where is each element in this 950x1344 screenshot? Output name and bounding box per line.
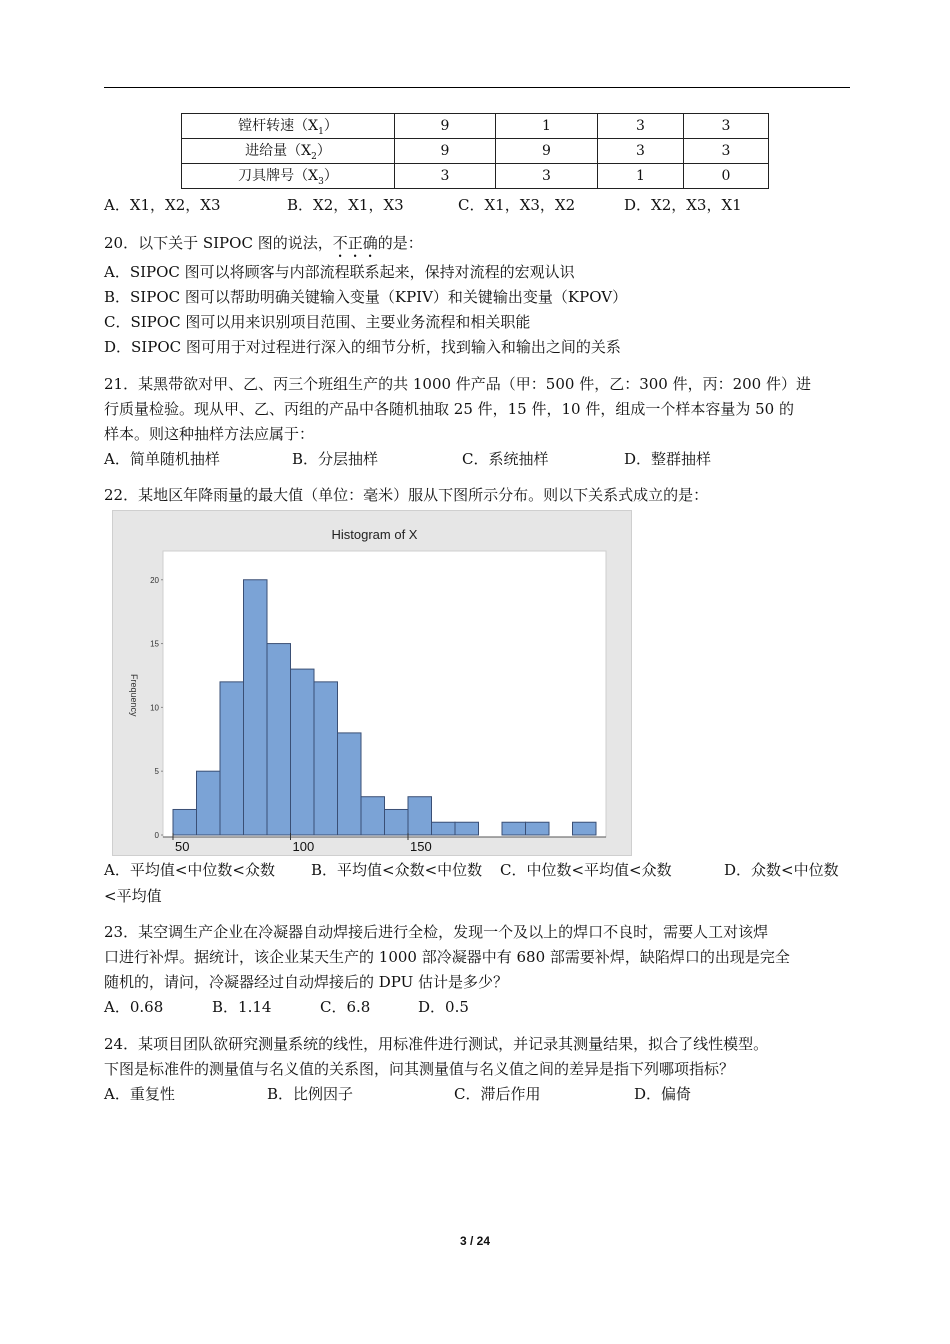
q20-stem: 20．以下关于 SIPOC 图的说法，不正确的是： <box>104 234 423 252</box>
q22-option-b[interactable]: B．平均值<众数<中位数 <box>311 861 483 879</box>
q19-option-b[interactable]: B．X2，X1，X3 <box>287 196 404 214</box>
table-cell: 进给量$(X_2)$ <box>182 139 395 164</box>
y-tick-label: 5 <box>154 767 159 777</box>
x-tick-label: 100 <box>292 839 315 854</box>
histogram-bar <box>408 797 432 835</box>
histogram-bar <box>267 644 291 835</box>
q24-stem-line: 24．某项目团队欲研究测量系统的线性，用标准件进行测试，并记录其测量结果，拟合了线性模型。 <box>104 1035 769 1053</box>
table-row <box>182 139 769 164</box>
table-cell: 3 <box>684 114 769 139</box>
table-cell: 1 <box>496 114 598 139</box>
histogram-bar <box>220 682 244 835</box>
q23-stem-line: 随机的，请问，冷凝器经过自动焊接后的 DPU 估计是多少？ <box>104 973 509 991</box>
histogram-bar <box>526 822 550 835</box>
table-cell: 3 <box>598 114 684 139</box>
q23-option-a[interactable]: A．0.68 <box>104 998 164 1016</box>
q21-option-c[interactable]: C．系统抽样 <box>462 450 549 468</box>
q22-option-d-continued: <平均值 <box>104 887 162 905</box>
histogram-bar <box>314 682 338 835</box>
table-cell: 3 <box>598 139 684 164</box>
table-row <box>182 164 769 189</box>
table-cell: 3 <box>496 164 598 189</box>
table-cell: 9 <box>496 139 598 164</box>
y-tick-label: 15 <box>150 639 159 649</box>
q23-option-c[interactable]: C．6.8 <box>320 998 371 1016</box>
x-tick-label: 50 <box>175 839 190 854</box>
y-tick-label: 10 <box>150 703 159 713</box>
q21-stem-line: 样本。则这种抽样方法应属于： <box>104 425 315 443</box>
x-tick-label: 150 <box>410 839 432 854</box>
table-cell: 1 <box>598 164 684 189</box>
factor-matrix-table <box>181 113 769 189</box>
y-axis-label: Frequency <box>129 674 139 717</box>
q19-option-d[interactable]: D．X2，X3，X1 <box>624 196 742 214</box>
table-cell: 9 <box>395 114 496 139</box>
histogram-bar <box>244 580 268 835</box>
q19-option-c[interactable]: C．X1，X3，X2 <box>458 196 576 214</box>
q23-option-d[interactable]: D．0.5 <box>418 998 469 1016</box>
q24-option-a[interactable]: A．重复性 <box>104 1085 175 1103</box>
histogram-bar <box>291 669 315 835</box>
q21-stem-line: 行质量检验。现从甲、乙、丙组的产品中各随机抽取 25 件，15 件，10 件，组成一个样本容量为 50 的 <box>104 400 794 418</box>
histogram-bar <box>361 797 385 835</box>
q24-option-c[interactable]: C．滞后作用 <box>454 1085 541 1103</box>
y-tick-label: 0 <box>154 831 159 840</box>
table-cell: 3 <box>684 139 769 164</box>
header-rule <box>104 87 850 88</box>
histogram-bar <box>573 822 597 835</box>
histogram-svg <box>113 511 631 855</box>
q24-stem-line: 下图是标准件的测量值与名义值的关系图，问其测量值与名义值之间的差异是指下列哪项指标？ <box>104 1060 735 1078</box>
q21-option-d[interactable]: D．整群抽样 <box>624 450 712 468</box>
histogram-bar <box>385 809 409 835</box>
table-cell: 3 <box>395 164 496 189</box>
q23-option-b[interactable]: B．1.14 <box>212 998 272 1016</box>
q19-option-a[interactable]: A．X1，X2，X3 <box>104 196 221 214</box>
q20-option-a[interactable]: A．SIPOC 图可以将顾客与内部流程联系起来，保持对流程的宏观认识 <box>104 263 575 281</box>
histogram-bar <box>338 733 362 835</box>
table-cell: 镗杆转速$(X_1)$ <box>182 114 395 139</box>
table-row <box>182 114 769 139</box>
q22-stem: 22．某地区年降雨量的最大值（单位：毫米）服从下图所示分布。则以下关系式成立的是： <box>104 486 709 504</box>
q22-option-a[interactable]: A．平均值<中位数<众数 <box>104 861 275 879</box>
table-cell: 刀具牌号$(X_3)$ <box>182 164 395 189</box>
q20-option-d[interactable]: D．SIPOC 图可用于对过程进行深入的细节分析，找到输入和输出之间的关系 <box>104 338 621 356</box>
q23-stem-line: 口进行补焊。据统计，该企业某天生产的 1000 部冷凝器中有 680 部需要补焊，缺陷焊口的出现是完全 <box>104 948 790 966</box>
q21-option-a[interactable]: A．简单随机抽样 <box>104 450 220 468</box>
q20-option-b[interactable]: B．SIPOC 图可以帮助明确关键输入变量（KPIV）和关键输出变量（KPOV） <box>104 288 628 306</box>
q23-stem-line: 23．某空调生产企业在冷凝器自动焊接后进行全检，发现一个及以上的焊口不良时，需要人工对该焊 <box>104 923 769 941</box>
q21-stem-line: 21．某黑带欲对甲、乙、丙三个班组生产的共 1000 件产品（甲：500 件，乙：300 件，丙：200 件）进 <box>104 375 811 393</box>
histogram-bar <box>173 809 197 835</box>
page-number: 3 / 24 <box>459 1234 491 1248</box>
chart-title: Histogram of X <box>331 527 418 542</box>
q21-option-b[interactable]: B．分层抽样 <box>292 450 379 468</box>
q22-option-c[interactable]: C．中位数<平均值<众数 <box>500 861 672 879</box>
histogram-bar <box>502 822 526 835</box>
table-cell: 9 <box>395 139 496 164</box>
y-tick-label: 20 <box>150 575 159 585</box>
histogram-bar <box>432 822 456 835</box>
histogram-bar <box>455 822 479 835</box>
histogram-chart <box>112 510 632 856</box>
q24-option-b[interactable]: B．比例因子 <box>267 1085 354 1103</box>
q22-option-d[interactable]: D．众数<中位数 <box>724 861 839 879</box>
q20-option-c[interactable]: C．SIPOC 图可以用来识别项目范围、主要业务流程和相关职能 <box>104 313 531 331</box>
q24-option-d[interactable]: D．偏倚 <box>634 1085 692 1103</box>
table-cell: 0 <box>684 164 769 189</box>
histogram-bar <box>197 771 221 835</box>
